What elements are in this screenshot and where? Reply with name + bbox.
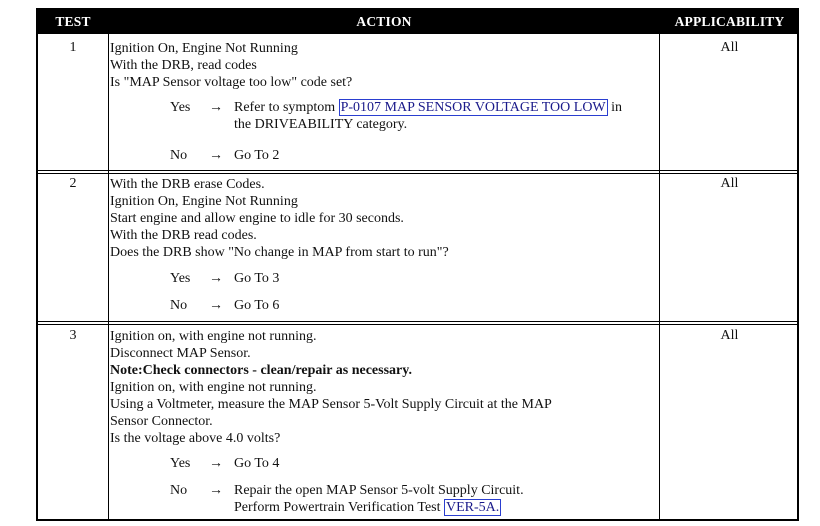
arrow-icon: → bbox=[209, 456, 223, 471]
action-line: Ignition On, Engine Not Running bbox=[110, 41, 298, 56]
verification-test-link[interactable]: VER-5A. bbox=[446, 500, 500, 515]
yes-result: Go To 4 bbox=[234, 456, 280, 471]
action-line: Is "MAP Sensor voltage too low" code set? bbox=[110, 75, 353, 90]
note-line: Note:Check connectors - clean/repair as necessary. bbox=[110, 363, 412, 378]
yes-result: Go To 3 bbox=[234, 271, 280, 286]
applicability-value: All bbox=[720, 40, 739, 55]
action-line: With the DRB, read codes bbox=[110, 58, 257, 73]
action-line: With the DRB erase Codes. bbox=[110, 177, 265, 192]
action-line: Ignition on, with engine not running. bbox=[110, 380, 317, 395]
action-text bbox=[110, 40, 655, 91]
column-divider bbox=[659, 34, 660, 519]
no-result-text: Repair the open MAP Sensor 5-volt Supply Circuit. bbox=[234, 483, 524, 498]
yes-label: Yes bbox=[170, 100, 191, 115]
yes-result-text: Refer to symptom bbox=[234, 100, 339, 115]
action-line: Start engine and allow engine to idle for 30 seconds. bbox=[110, 211, 404, 226]
action-line: Disconnect MAP Sensor. bbox=[110, 346, 251, 361]
yes-branch bbox=[170, 270, 650, 287]
applicability-value: All bbox=[720, 176, 739, 191]
header-test: TEST bbox=[55, 14, 91, 29]
arrow-icon: → bbox=[209, 100, 223, 115]
table-header bbox=[38, 10, 797, 34]
yes-label: Yes bbox=[170, 456, 191, 471]
action-text bbox=[110, 176, 655, 261]
action-text bbox=[110, 328, 655, 447]
action-line: Ignition on, with engine not running. bbox=[110, 329, 317, 344]
test-number: 3 bbox=[69, 328, 77, 343]
test-number: 1 bbox=[69, 40, 77, 55]
yes-label: Yes bbox=[170, 271, 191, 286]
diagnostic-test-table bbox=[36, 8, 799, 521]
yes-branch bbox=[170, 455, 650, 472]
arrow-icon: → bbox=[209, 271, 223, 286]
no-branch bbox=[170, 482, 650, 518]
action-line: Is the voltage above 4.0 volts? bbox=[110, 431, 281, 446]
no-result: Go To 6 bbox=[234, 298, 280, 313]
action-line: Does the DRB show "No change in MAP from start to run"? bbox=[110, 245, 449, 260]
test-number: 2 bbox=[69, 176, 77, 191]
column-divider bbox=[108, 34, 109, 519]
arrow-icon: → bbox=[209, 483, 223, 498]
no-branch bbox=[170, 147, 650, 164]
no-label: No bbox=[170, 483, 188, 498]
no-branch bbox=[170, 297, 650, 314]
yes-result-line2: the DRIVEABILITY category. bbox=[234, 117, 408, 132]
row-divider bbox=[38, 321, 797, 325]
yes-result bbox=[234, 99, 622, 133]
no-result: Go To 2 bbox=[234, 148, 280, 163]
no-label: No bbox=[170, 298, 188, 313]
applicability-value: All bbox=[720, 328, 739, 343]
yes-branch bbox=[170, 99, 650, 139]
no-result-line2: Perform Powertrain Verification Test bbox=[234, 500, 445, 515]
arrow-icon: → bbox=[209, 298, 223, 313]
no-label: No bbox=[170, 148, 188, 163]
action-line: Using a Voltmeter, measure the MAP Sensor 5-Volt Supply Circuit at the MAP bbox=[110, 397, 552, 412]
header-applicability: APPLICABILITY bbox=[674, 14, 785, 29]
row-divider bbox=[38, 170, 797, 174]
no-result bbox=[234, 482, 524, 516]
yes-result-suffix: in bbox=[607, 100, 623, 115]
arrow-icon: → bbox=[209, 148, 223, 163]
header-action: ACTION bbox=[356, 14, 412, 29]
action-line: Sensor Connector. bbox=[110, 414, 213, 429]
action-line: With the DRB read codes. bbox=[110, 228, 257, 243]
symptom-link[interactable]: P-0107 MAP SENSOR VOLTAGE TOO LOW bbox=[340, 100, 606, 115]
action-line: Ignition On, Engine Not Running bbox=[110, 194, 298, 209]
